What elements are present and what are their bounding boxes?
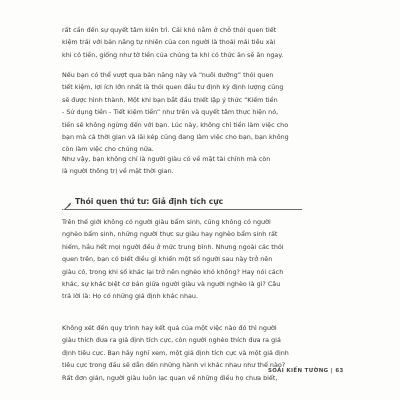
text-line: Nếu bạn có thể vượt qua bản năng này và “nuôi dưỡng” thói quen [62,71,274,79]
paragraph-2 [62,69,344,156]
text-line: Trên thế giới không có người giàu bẩm sinh, cũng không có người [62,218,271,226]
text-line: - Sử dụng tiền - Tiết kiệm tiền” như trên và quyết tâm thực hiện nó, [62,108,279,117]
text-line: kiệm trái với bản năng tự nhiên của con người là thoải mái tiêu xài [62,38,276,47]
text-line: sẽ được hình thành. Một khi bạn bắt đầu thiết lập ý thức “Kiếm tiền [62,95,278,104]
text-line: trả lời là: Họ có những giả định khác nhau. [62,292,198,301]
text-line: rất cần đến sự quyết tâm kiên trì. Cái khó nằm ở chỗ thói quen tiết [62,26,277,34]
text-line: Rất đơn giản, người giàu luôn lạc quan về những điều họ chưa biết, [62,373,278,382]
page-footer: SOÁI KIẾN TƯỜNG | 63 [268,368,344,374]
text-line: giàu thích đưa ra giả định tích cực, còn người nghèo thích đưa ra giả [62,336,281,345]
text-line: Như vậy, bạn không chỉ là người giàu có về mặt tài chính mà còn [62,155,271,163]
text-line: Không xét đến quy trình hay kết quả của một việc nào đó thì người [62,324,277,332]
quill-pen-icon [62,196,72,206]
text-line: khi có tiền, giống như tờ tiền của chúng ta khi có thức ăn sẽ ăn ngay. [62,50,284,59]
text-line: tiền sẽ không ngừng đến với bạn. Lúc này, không chỉ tiền làm việc cho [62,120,289,129]
text-line: hiếm, hầu hết mọi người đều ở mức trung bình. Nhưng ngoài các thói [62,242,284,251]
text-line: còn làm việc cho chúng nữa. [62,145,154,154]
paragraph-1 [62,24,344,61]
paragraph-4 [62,216,344,303]
text-line: là người thông trị về mặt thời gian. [62,167,174,176]
paragraph-5 [62,322,344,384]
section-heading [62,193,302,210]
text-line: định tiêu cực. Bạn hãy nghĩ xem, một giả định tích cực và một giả định [62,348,289,357]
section-title: Thói quen thứ tư: Giả định tích cực [75,196,224,206]
text-line: khác, sự khác biệt cơ bản giữa người giàu và người nghèo là gì? Câu [62,280,281,289]
text-line: bạn mà cả thời gian và lãi kép cũng đang làm việc cho bạn, bạn không [62,133,289,142]
text-line: giàu có, trong khi số khác lại trở nên nghèo khó không? Hay nói cách [62,267,284,276]
text-line: tiết kiệm, lợi ích lớn nhất là thói quen đầu tư định kỳ định lượng cũng [62,83,284,92]
paragraph-3 [62,153,344,178]
text-line: tiêu cực trong đầu sẽ dẫn đến những hành vi khác nhau như thế nào? [62,361,286,370]
text-line: quen trên, bạn có biết điều gì khiến một số người sau này trở nên [62,255,273,264]
text-line: nghèo bẩm sinh, những người thực sự giàu hay nghèo bẩm sinh rất [62,230,278,239]
